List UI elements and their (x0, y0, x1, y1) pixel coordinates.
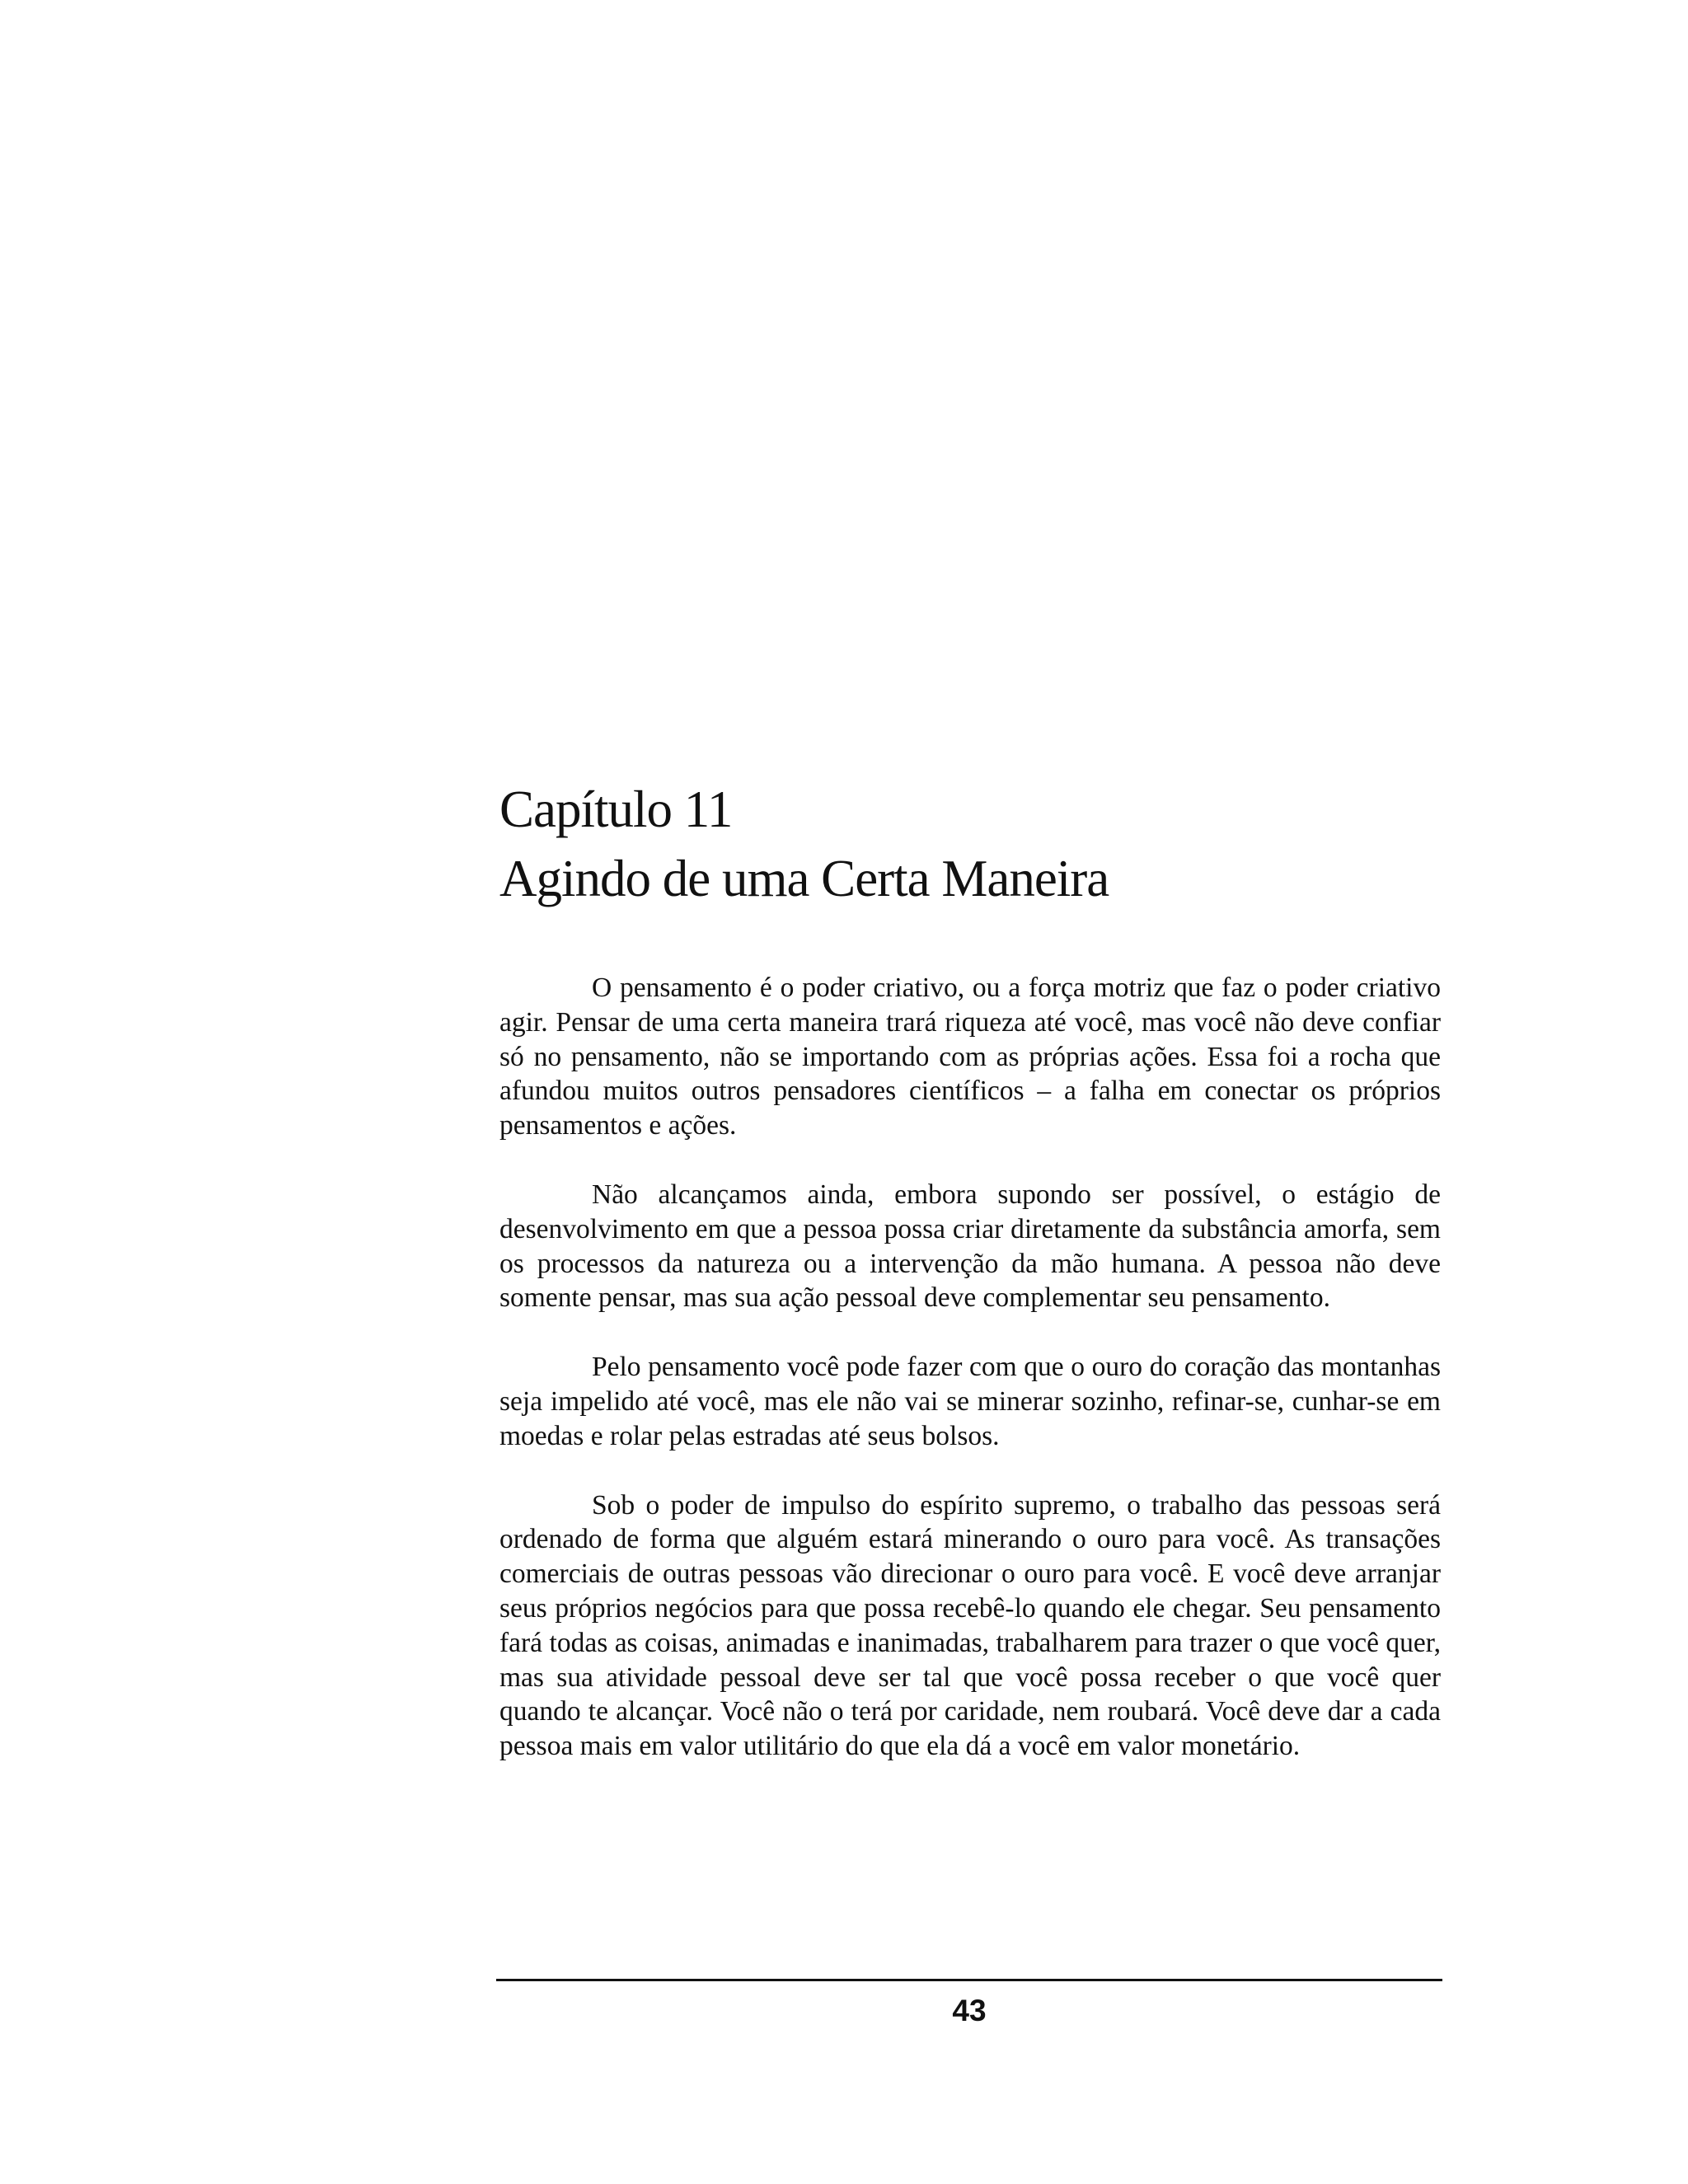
page-number: 43 (952, 1994, 987, 2027)
chapter-number: Capítulo 11 (499, 780, 733, 838)
chapter-heading (499, 775, 1447, 913)
chapter-title: Agindo de uma Certa Maneira (499, 850, 1109, 907)
paragraph: Sob o poder de impulso do espírito supremo, o trabalho das pessoas será ordenado de forma que alguém estará minerando o ouro para você. As transações comerciais de outras pessoas vão direcionar o ouro para você. E você deve arranjar seus próprios negócios para que possa recebê-lo quando ele chegar. Seu pensamento fará todas as coisas, animadas e inanimadas, trabalharem para trazer o que você quer, mas sua atividade pessoal deve ser tal que você possa receber o que você quer quando te alcançar. Você não o terá por caridade, nem roubará. Você deve dar a cada pessoa mais em valor utilitário do que ela dá a você em valor monetário. (499, 1489, 1441, 1762)
paragraph: Não alcançamos ainda, embora supondo ser possível, o estágio de desenvolvimento em que a pessoa possa criar diretamente da substância amorfa, sem os processos da natureza ou a intervenção da mão humana. A pessoa não deve somente pensar, mas sua ação pessoal deve complementar seu pensamento. (499, 1179, 1441, 1314)
paragraph: O pensamento é o poder criativo, ou a força motriz que faz o poder criativo agir. Pensar de uma certa maneira trará riqueza até você, mas você não deve confiar só no pensamento, não se importando com as próprias ações. Essa foi a rocha que afundou muitos outros pensadores científicos – a falha em conectar os próprios pensamentos e ações. (499, 972, 1441, 1141)
footer-divider (496, 1979, 1442, 1981)
paragraph: Pelo pensamento você pode fazer com que o ouro do coração das montanhas seja impelido até você, mas ele não vai se minerar sozinho, refinar-se, cunhar-se em moedas e rolar pelas estradas até seus bolsos. (499, 1352, 1441, 1451)
chapter-body (499, 971, 1441, 1798)
